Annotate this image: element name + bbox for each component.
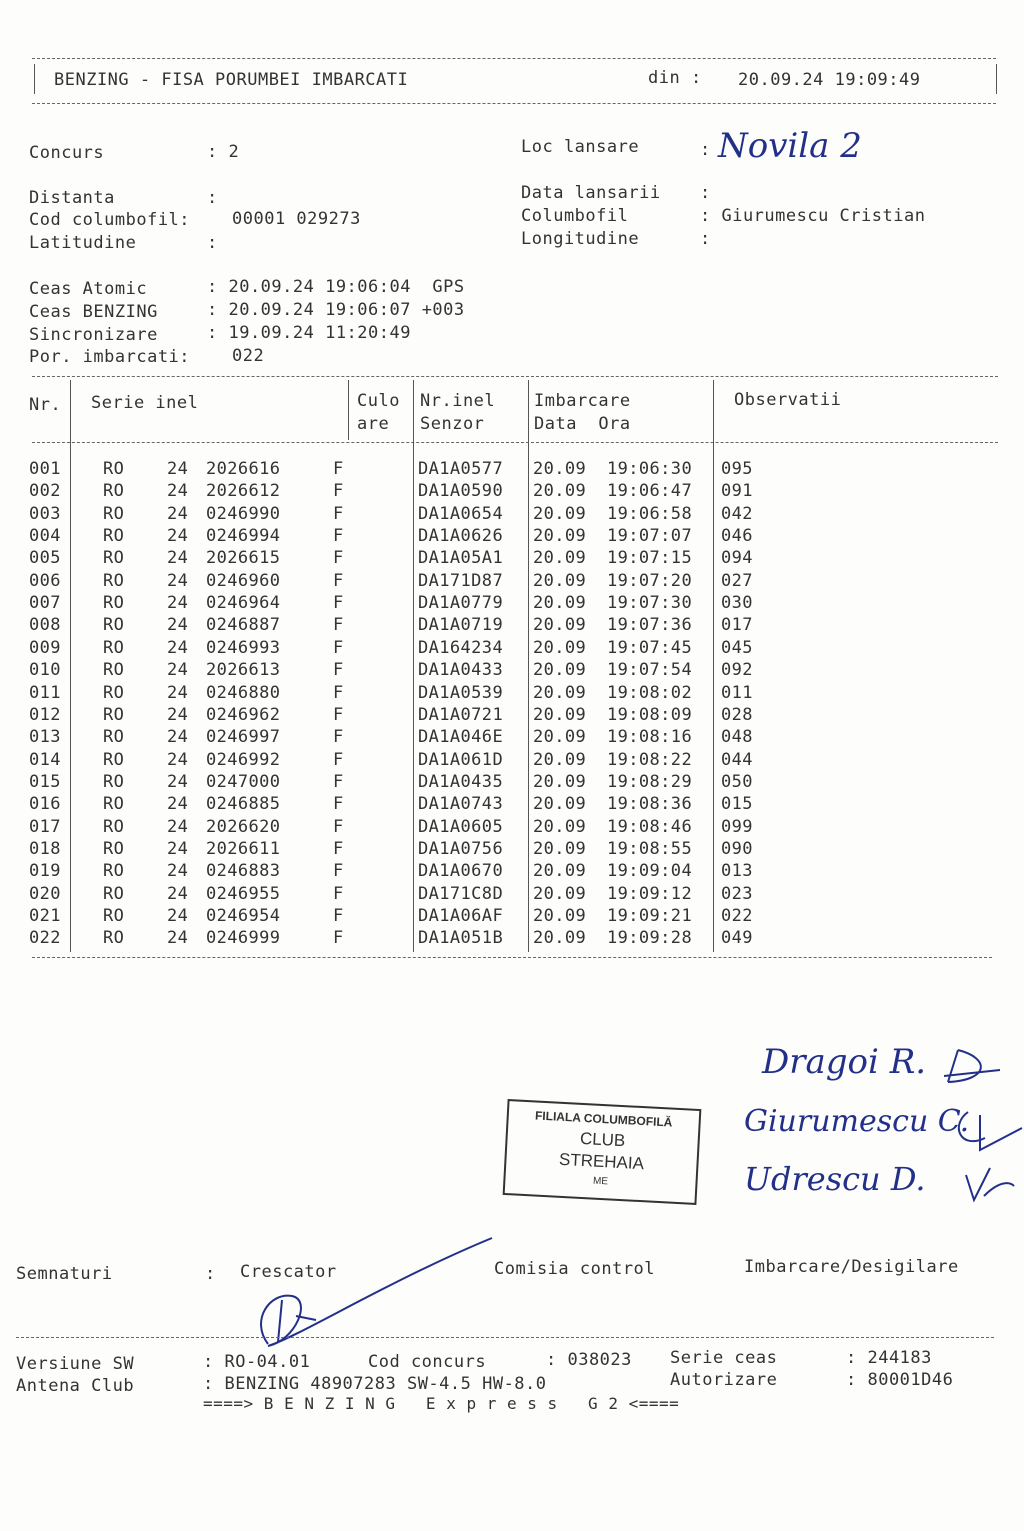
data-lansarii-label: Data lansarii: [521, 183, 661, 203]
cell-date: 20.09: [533, 794, 587, 815]
cell-sensor: DA171C8D: [418, 883, 504, 904]
cell-sensor: DA1A0779: [418, 593, 504, 614]
cell-year: 24: [167, 838, 189, 859]
cell-sensor: DA1A0756: [418, 838, 504, 859]
cell-nr: 010: [29, 660, 61, 681]
cell-sensor: DA1A0433: [418, 660, 504, 681]
cell-observatii: 028: [721, 704, 753, 725]
cell-time: 19:09:21: [607, 906, 693, 926]
document-title: BENZING - FISA PORUMBEI IMBARCATI: [54, 70, 409, 90]
cell-serial: 0246885: [206, 794, 281, 815]
ceas-atomic-value: : 20.09.24 19:06:04 GPS: [207, 277, 465, 297]
cell-year: 24: [167, 906, 189, 926]
header-nr-inel-2: Senzor: [420, 414, 485, 434]
cell-nr: 015: [29, 771, 61, 792]
cell-nr: 007: [29, 593, 61, 614]
data-lansarii-value: :: [700, 183, 711, 203]
cell-sensor: DA1A0719: [418, 615, 504, 636]
cell-date: 20.09: [533, 838, 587, 859]
antena-club-value: : BENZING 48907283 SW-4.5 HW-8.0: [203, 1374, 547, 1394]
cell-year: 24: [167, 749, 189, 770]
cell-sex: F: [333, 906, 344, 926]
cell-country: RO: [103, 503, 125, 524]
cell-country: RO: [103, 749, 125, 770]
cell-year: 24: [167, 660, 189, 681]
cell-observatii: 017: [721, 615, 753, 636]
cell-observatii: 095: [721, 459, 753, 479]
cell-time: 19:09:28: [607, 928, 693, 949]
cell-nr: 019: [29, 861, 61, 882]
ceas-atomic-label: Ceas Atomic: [29, 279, 148, 299]
cell-observatii: 042: [721, 503, 753, 524]
versiune-sw-label: Versiune SW: [16, 1354, 135, 1374]
cell-time: 19:06:47: [607, 481, 693, 502]
cell-country: RO: [103, 727, 125, 748]
cell-sex: F: [333, 481, 344, 502]
cell-date: 20.09: [533, 928, 587, 949]
cell-serial: 0246880: [206, 682, 281, 703]
cell-date: 20.09: [533, 637, 587, 658]
columbofil-value: : Giurumescu Cristian: [700, 206, 926, 226]
cell-serial: 0246999: [206, 928, 281, 949]
header-imbarcare-2: Data Ora: [534, 414, 631, 434]
longitudine-label: Longitudine: [521, 229, 640, 249]
signature-giurumescu: Giurumescu C.: [744, 1104, 970, 1139]
cell-date: 20.09: [533, 883, 587, 904]
cell-country: RO: [103, 794, 125, 815]
cell-date: 20.09: [533, 704, 587, 725]
semnaturi-label: Semnaturi: [16, 1264, 113, 1284]
loc-lansare-colon: :: [700, 140, 711, 160]
cell-nr: 002: [29, 481, 61, 502]
cell-observatii: 090: [721, 838, 753, 859]
cell-sensor: DA1A0721: [418, 704, 504, 725]
cell-sex: F: [333, 928, 344, 949]
cell-year: 24: [167, 593, 189, 614]
cell-sensor: DA1A0577: [418, 459, 504, 479]
header-imbarcare-1: Imbarcare: [534, 391, 631, 411]
cell-serial: 2026612: [206, 481, 281, 502]
cell-sensor: DA1A0626: [418, 526, 504, 547]
cell-year: 24: [167, 704, 189, 725]
latitudine-label: Latitudine: [29, 233, 137, 253]
cell-year: 24: [167, 861, 189, 882]
cell-sex: F: [333, 660, 344, 681]
cell-sensor: DA1A05A1: [418, 548, 504, 569]
cell-date: 20.09: [533, 459, 587, 479]
cell-sex: F: [333, 682, 344, 703]
autorizare-value: : 80001D46: [846, 1370, 954, 1390]
cell-nr: 022: [29, 928, 61, 949]
cell-date: 20.09: [533, 861, 587, 882]
cell-observatii: 022: [721, 906, 753, 926]
cell-observatii: 030: [721, 593, 753, 614]
cell-observatii: 094: [721, 548, 753, 569]
cell-sex: F: [333, 615, 344, 636]
cell-nr: 009: [29, 637, 61, 658]
cell-time: 19:08:02: [607, 682, 693, 703]
cell-nr: 014: [29, 749, 61, 770]
cell-time: 19:08:16: [607, 727, 693, 748]
cell-sensor: DA1A0590: [418, 481, 504, 502]
cell-sex: F: [333, 727, 344, 748]
din-value: 20.09.24 19:09:49: [738, 70, 921, 90]
cell-observatii: 049: [721, 928, 753, 949]
header-serie-inel: Serie inel: [91, 393, 199, 413]
cell-year: 24: [167, 637, 189, 658]
cell-nr: 011: [29, 682, 61, 703]
cell-nr: 013: [29, 727, 61, 748]
cell-serial: 0246993: [206, 637, 281, 658]
cell-country: RO: [103, 660, 125, 681]
cell-observatii: 023: [721, 883, 753, 904]
cell-date: 20.09: [533, 682, 587, 703]
cell-time: 19:07:20: [607, 570, 693, 591]
imbarcare-desigilare-label: Imbarcare/Desigilare: [744, 1257, 959, 1277]
cell-time: 19:07:36: [607, 615, 693, 636]
cell-time: 19:09:12: [607, 883, 693, 904]
cell-observatii: 048: [721, 727, 753, 748]
ceas-benzing-value: : 20.09.24 19:06:07 +003: [207, 300, 465, 320]
cell-country: RO: [103, 570, 125, 591]
din-label: din :: [648, 68, 702, 88]
latitudine-value: :: [207, 233, 218, 253]
stamp-line-1: FILIALA COLUMBOFILĂ: [534, 1108, 673, 1130]
cell-date: 20.09: [533, 771, 587, 792]
cell-serial: 0246955: [206, 883, 281, 904]
cell-sex: F: [333, 771, 344, 792]
crescator-label: Crescator: [240, 1262, 337, 1282]
cell-sensor: DA1A0539: [418, 682, 504, 703]
sincronizare-label: Sincronizare: [29, 325, 158, 345]
cell-sex: F: [333, 593, 344, 614]
cell-year: 24: [167, 526, 189, 547]
cell-country: RO: [103, 615, 125, 636]
cell-sex: F: [333, 749, 344, 770]
cell-date: 20.09: [533, 481, 587, 502]
cell-serial: 0246964: [206, 593, 281, 614]
cell-sex: F: [333, 459, 344, 479]
cell-date: 20.09: [533, 615, 587, 636]
cell-serial: 0246997: [206, 727, 281, 748]
cell-sensor: DA171D87: [418, 570, 504, 591]
cell-date: 20.09: [533, 660, 587, 681]
cod-concurs-label: Cod concurs: [368, 1352, 487, 1372]
cell-date: 20.09: [533, 816, 587, 837]
cell-sex: F: [333, 883, 344, 904]
longitudine-value: :: [700, 229, 711, 249]
antena-club-label: Antena Club: [16, 1376, 135, 1396]
cell-time: 19:08:55: [607, 838, 693, 859]
porumbei-imbarcati-value: 022: [232, 346, 265, 366]
cell-year: 24: [167, 615, 189, 636]
cell-year: 24: [167, 548, 189, 569]
cell-nr: 012: [29, 704, 61, 725]
signature-udrescu: Udrescu D.: [744, 1160, 926, 1198]
cell-time: 19:07:07: [607, 526, 693, 547]
cell-nr: 008: [29, 615, 61, 636]
cell-observatii: 091: [721, 481, 753, 502]
cell-sensor: DA1A0743: [418, 794, 504, 815]
cell-sensor: DA1A0435: [418, 771, 504, 792]
cell-year: 24: [167, 682, 189, 703]
header-observatii: Observatii: [734, 390, 842, 410]
cell-year: 24: [167, 459, 189, 479]
loc-lansare-label: Loc lansare: [521, 137, 640, 157]
cell-observatii: 013: [721, 861, 753, 882]
stamp-line-4: ME: [592, 1175, 609, 1188]
porumbei-imbarcati-label: Por. imbarcati:: [29, 347, 191, 367]
cell-country: RO: [103, 593, 125, 614]
cell-sex: F: [333, 838, 344, 859]
cell-date: 20.09: [533, 727, 587, 748]
cell-time: 19:07:15: [607, 548, 693, 569]
cell-nr: 021: [29, 906, 61, 926]
comisia-control-label: Comisia control: [494, 1259, 656, 1279]
cell-serial: 2026620: [206, 816, 281, 837]
cell-sensor: DA1A051B: [418, 928, 504, 949]
cell-sensor: DA1A0670: [418, 861, 504, 882]
cell-observatii: 027: [721, 570, 753, 591]
cell-observatii: 092: [721, 660, 753, 681]
cell-sensor: DA1A06AF: [418, 906, 504, 926]
cell-country: RO: [103, 928, 125, 949]
cell-observatii: 015: [721, 794, 753, 815]
cell-date: 20.09: [533, 526, 587, 547]
cell-nr: 018: [29, 838, 61, 859]
cell-observatii: 011: [721, 682, 753, 703]
cell-observatii: 046: [721, 526, 753, 547]
cell-observatii: 099: [721, 816, 753, 837]
cell-nr: 004: [29, 526, 61, 547]
cell-serial: 0246994: [206, 526, 281, 547]
cell-sensor: DA1A061D: [418, 749, 504, 770]
cell-year: 24: [167, 771, 189, 792]
distanta-value: :: [207, 188, 218, 208]
cell-sex: F: [333, 548, 344, 569]
benzing-express-line: ====> B E N Z I N G E x p r e s s G 2 <====: [203, 1394, 680, 1413]
cell-serial: 2026613: [206, 660, 281, 681]
cell-serial: 0246887: [206, 615, 281, 636]
cell-year: 24: [167, 928, 189, 949]
cell-observatii: 044: [721, 749, 753, 770]
cell-sex: F: [333, 570, 344, 591]
cell-sex: F: [333, 794, 344, 815]
cell-sex: F: [333, 861, 344, 882]
cell-time: 19:08:09: [607, 704, 693, 725]
header-nr: Nr.: [29, 395, 62, 415]
header-culoare-2: are: [357, 414, 390, 434]
cell-time: 19:08:22: [607, 749, 693, 770]
cell-country: RO: [103, 838, 125, 859]
cell-sex: F: [333, 526, 344, 547]
cell-date: 20.09: [533, 548, 587, 569]
cell-nr: 016: [29, 794, 61, 815]
cell-serial: 2026611: [206, 838, 281, 859]
stamp-line-3: STREHAIA: [558, 1149, 645, 1174]
cell-sensor: DA1A0605: [418, 816, 504, 837]
cell-country: RO: [103, 459, 125, 479]
cell-nr: 020: [29, 883, 61, 904]
cell-country: RO: [103, 548, 125, 569]
autorizare-label: Autorizare: [670, 1370, 778, 1390]
cell-date: 20.09: [533, 906, 587, 926]
cell-sex: F: [333, 816, 344, 837]
loc-lansare-handwritten: Novila 2: [718, 126, 862, 166]
cell-serial: 0247000: [206, 771, 281, 792]
cell-time: 19:06:58: [607, 503, 693, 524]
cell-time: 19:08:46: [607, 816, 693, 837]
semnaturi-colon: :: [205, 1264, 216, 1284]
cell-country: RO: [103, 704, 125, 725]
cod-columbofil-value: 00001 029273: [232, 209, 361, 229]
cell-year: 24: [167, 481, 189, 502]
footer-separator: [16, 1337, 994, 1338]
cell-nr: 001: [29, 459, 61, 479]
serie-ceas-label: Serie ceas: [670, 1348, 778, 1368]
cell-date: 20.09: [533, 593, 587, 614]
cell-date: 20.09: [533, 570, 587, 591]
club-stamp: [503, 1099, 702, 1205]
cell-country: RO: [103, 816, 125, 837]
cell-observatii: 045: [721, 637, 753, 658]
cell-serial: 0246954: [206, 906, 281, 926]
cell-serial: 0246990: [206, 503, 281, 524]
cell-year: 24: [167, 883, 189, 904]
cell-serial: 0246992: [206, 749, 281, 770]
cell-year: 24: [167, 503, 189, 524]
sincronizare-value: : 19.09.24 11:20:49: [207, 323, 411, 343]
ceas-benzing-label: Ceas BENZING: [29, 302, 158, 322]
distanta-label: Distanta: [29, 188, 115, 208]
cell-country: RO: [103, 883, 125, 904]
header-culoare-1: Culo: [357, 391, 400, 411]
cell-sensor: DA164234: [418, 637, 504, 658]
cod-concurs-value: : 038023: [546, 1350, 632, 1370]
signature-dragoi: Dragoi R.: [762, 1042, 927, 1082]
cell-serial: 0246883: [206, 861, 281, 882]
cell-time: 19:08:36: [607, 794, 693, 815]
cell-sensor: DA1A0654: [418, 503, 504, 524]
cell-nr: 005: [29, 548, 61, 569]
cell-serial: 0246962: [206, 704, 281, 725]
cell-year: 24: [167, 816, 189, 837]
serie-ceas-value: : 244183: [846, 1348, 932, 1368]
cell-country: RO: [103, 637, 125, 658]
cell-sensor: DA1A046E: [418, 727, 504, 748]
cell-sex: F: [333, 637, 344, 658]
cell-time: 19:09:04: [607, 861, 693, 882]
concurs-label: Concurs: [29, 143, 105, 163]
cell-country: RO: [103, 481, 125, 502]
cell-country: RO: [103, 771, 125, 792]
cell-country: RO: [103, 682, 125, 703]
cell-time: 19:07:54: [607, 660, 693, 681]
cell-date: 20.09: [533, 749, 587, 770]
cell-nr: 006: [29, 570, 61, 591]
cod-columbofil-label: Cod columbofil:: [29, 210, 191, 230]
cell-serial: 2026615: [206, 548, 281, 569]
cell-year: 24: [167, 794, 189, 815]
header-nr-inel-1: Nr.inel: [420, 391, 496, 411]
columbofil-label: Columbofil: [521, 206, 629, 226]
cell-year: 24: [167, 570, 189, 591]
cell-date: 20.09: [533, 503, 587, 524]
concurs-value: : 2: [207, 142, 240, 162]
cell-year: 24: [167, 727, 189, 748]
cell-nr: 017: [29, 816, 61, 837]
cell-observatii: 050: [721, 771, 753, 792]
cell-country: RO: [103, 861, 125, 882]
cell-country: RO: [103, 906, 125, 926]
cell-time: 19:06:30: [607, 459, 693, 479]
cell-country: RO: [103, 526, 125, 547]
versiune-sw-value: : RO-04.01: [203, 1352, 311, 1372]
cell-serial: 0246960: [206, 570, 281, 591]
cell-time: 19:07:30: [607, 593, 693, 614]
stamp-line-2: CLUB: [579, 1128, 626, 1151]
cell-sex: F: [333, 503, 344, 524]
cell-time: 19:08:29: [607, 771, 693, 792]
cell-nr: 003: [29, 503, 61, 524]
cell-time: 19:07:45: [607, 637, 693, 658]
cell-sex: F: [333, 704, 344, 725]
cell-serial: 2026616: [206, 459, 281, 479]
